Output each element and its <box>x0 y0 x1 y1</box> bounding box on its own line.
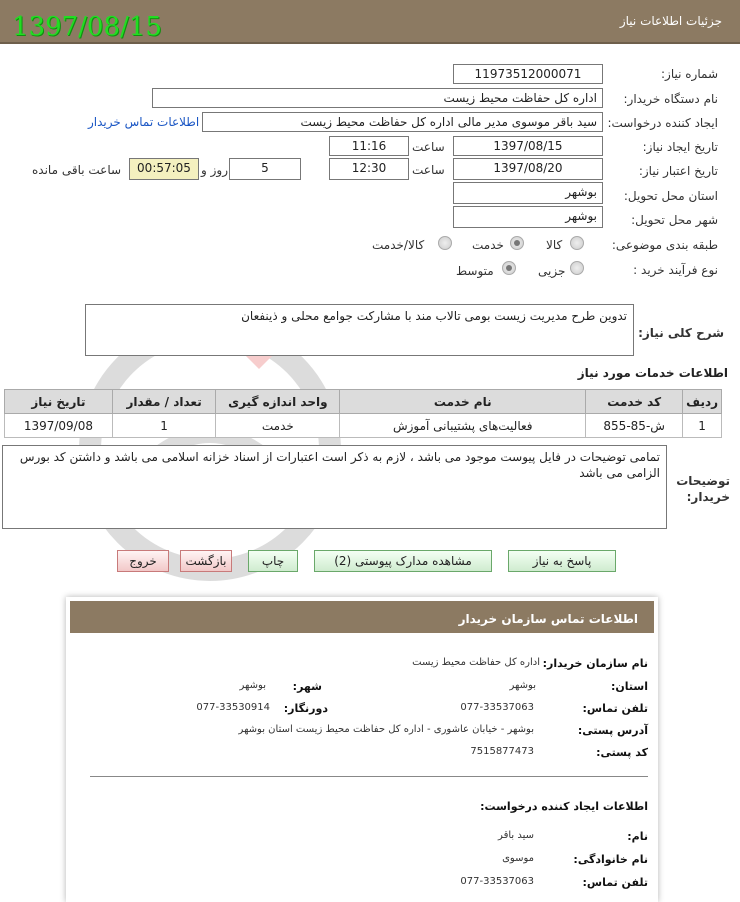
category-radio-both[interactable] <box>438 236 452 250</box>
panel-divider <box>90 776 648 777</box>
requester-field: سید باقر موسوی مدیر مالی اداره کل حفاظت محیط زیست <box>202 112 603 132</box>
city-label: شهر محل تحویل: <box>631 213 718 227</box>
process-radio-medium[interactable] <box>502 261 516 275</box>
family-label: نام خانوادگی: <box>573 853 648 866</box>
process-radio-minor[interactable] <box>570 261 584 275</box>
services-table <box>4 389 722 438</box>
buyer-org-field: اداره کل حفاظت محیط زیست <box>152 88 603 108</box>
cell-unit: خدمت <box>216 414 340 438</box>
deadline-time-field: 12:30 <box>329 158 409 180</box>
city-field: بوشهر <box>453 206 603 228</box>
remaining-label: ساعت باقی مانده <box>32 163 122 177</box>
cell-service-name: فعالیت‌های پشتیبانی آموزش <box>340 414 586 438</box>
exit-button[interactable]: خروج <box>117 550 169 572</box>
name-label: نام: <box>627 830 648 843</box>
address-value: بوشهر - خیابان عاشوری - اداره کل حفاظت محیط زیست استان بوشهر <box>238 724 534 735</box>
cell-need-date: 1397/09/08 <box>5 414 113 438</box>
date-stamp: 1397/08/15 <box>12 12 162 42</box>
deadline-date-field: 1397/08/20 <box>453 158 603 180</box>
process-option-medium: متوسط <box>456 264 494 278</box>
reply-button[interactable]: پاسخ به نیاز <box>508 550 616 572</box>
org-label: نام سازمان خریدار: <box>542 657 648 670</box>
view-attachments-button[interactable]: مشاهده مدارک پیوستی (2) <box>314 550 492 572</box>
city-info-value: بوشهر <box>239 680 266 691</box>
category-label: طبقه بندی موضوعی: <box>611 238 718 252</box>
category-radio-goods[interactable] <box>570 236 584 250</box>
creator-title: اطلاعات ایجاد کننده درخواست: <box>480 800 648 813</box>
created-time-label: ساعت <box>412 140 445 154</box>
address-label: آدرس پستی: <box>577 724 648 737</box>
days-label: روز و <box>201 163 228 177</box>
category-option-service: خدمت <box>472 238 504 252</box>
need-number-label: شماره نیاز: <box>661 67 718 81</box>
created-date-label: تاریخ ایجاد نیاز: <box>642 140 718 154</box>
family-value: موسوی <box>502 853 534 864</box>
fax-value: 077-33530914 <box>196 702 270 713</box>
created-date-field: 1397/08/15 <box>453 136 603 156</box>
summary-label: شرح کلی نیاز: <box>638 326 724 340</box>
province-label: استان محل تحویل: <box>623 189 718 203</box>
phone-value: 077-33537063 <box>460 702 534 713</box>
category-option-both: کالا/خدمت <box>372 238 425 252</box>
fax-label: دورنگار: <box>283 702 328 715</box>
contact-panel-title: اطلاعات تماس سازمان خریدار <box>458 612 638 626</box>
buyer-contact-link[interactable]: اطلاعات تماس خریدار <box>88 115 200 129</box>
category-option-goods: کالا <box>546 238 563 252</box>
buyer-notes-text: تمامی توضیحات در فایل پیوست موجود می باشد ، لازم به ذکر است اعتبارات از اسناد خزانه اسلامی می باشد و داشتن کد بورس الزامی می باشد <box>2 445 667 529</box>
table-row <box>5 414 722 438</box>
col-quantity: تعداد / مقدار <box>112 390 216 414</box>
cell-row: 1 <box>683 414 722 438</box>
province-info-label: استان: <box>611 680 648 693</box>
creator-phone-label: تلفن تماس: <box>582 876 648 889</box>
requester-label: ایجاد کننده درخواست: <box>607 116 718 130</box>
contact-panel <box>66 597 658 902</box>
city-info-label: شهر: <box>292 680 322 693</box>
need-number-field: 11973512000071 <box>453 64 603 84</box>
process-label: نوع فرآیند خرید : <box>633 263 718 277</box>
print-button[interactable]: چاپ <box>248 550 298 572</box>
process-option-minor: جزیی <box>538 264 566 278</box>
back-button[interactable]: بازگشت <box>180 550 232 572</box>
page-title: جزئیات اطلاعات نیاز <box>619 14 722 28</box>
org-value: اداره کل حفاظت محیط زیست <box>412 657 540 668</box>
buyer-notes-label: توضیحات خریدار: <box>676 474 730 504</box>
deadline-label: تاریخ اعتبار نیاز: <box>638 164 718 178</box>
col-unit: واحد اندازه گیری <box>216 390 340 414</box>
summary-text: تدوین طرح مدیریت زیست بومی تالاب مند با مشارکت جوامع محلی و ذینفعان <box>85 304 634 356</box>
category-radio-service[interactable] <box>510 236 524 250</box>
postal-label: کد پستی: <box>596 746 648 759</box>
deadline-time-label: ساعت <box>412 163 445 177</box>
col-service-code: کد خدمت <box>586 390 683 414</box>
phone-label: تلفن تماس: <box>582 702 648 715</box>
cell-quantity: 1 <box>112 414 216 438</box>
services-table-wrap <box>4 389 722 438</box>
col-need-date: تاریخ نیاز <box>5 390 113 414</box>
created-time-field: 11:16 <box>329 136 409 156</box>
creator-phone-value: 077-33537063 <box>460 876 534 887</box>
col-row: ردیف <box>683 390 722 414</box>
remaining-time-field: 00:57:05 <box>129 158 199 180</box>
province-info-value: بوشهر <box>509 680 536 691</box>
buyer-org-label: نام دستگاه خریدار: <box>623 92 718 106</box>
cell-service-code: ش-85-855 <box>586 414 683 438</box>
province-field: بوشهر <box>453 182 603 204</box>
col-service-name: نام خدمت <box>340 390 586 414</box>
postal-value: 7515877473 <box>470 746 534 757</box>
remaining-days-field: 5 <box>229 158 301 180</box>
services-title: اطلاعات خدمات مورد نیاز <box>577 366 728 380</box>
name-value: سید باقر <box>498 830 534 841</box>
